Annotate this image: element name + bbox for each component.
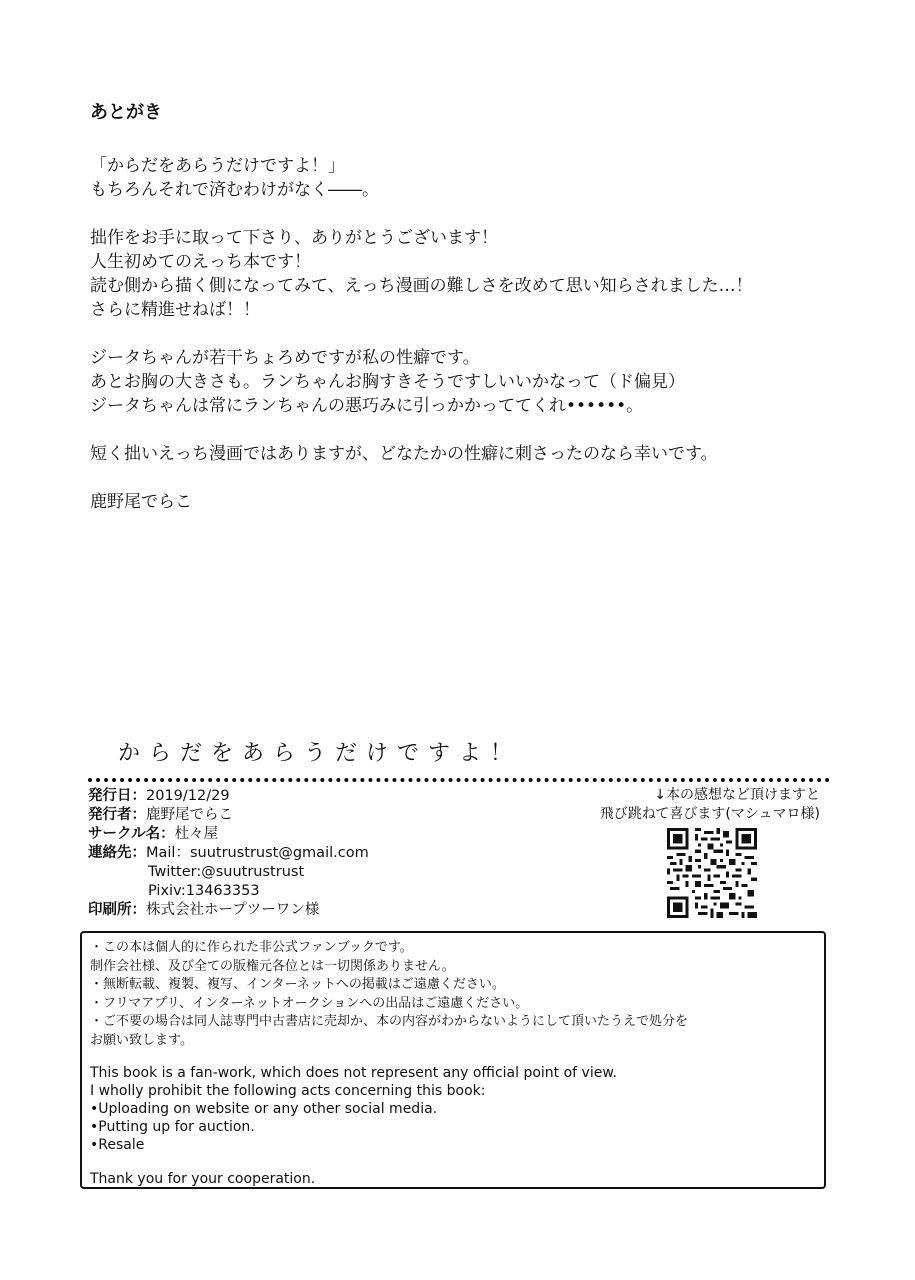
afterword-line: さらに精進せねば！！	[90, 300, 260, 320]
notice-jp-line: ・ご不要の場合は同人誌専門中古書店に売却か、本の内容がわからないようにして頂いたうえで処分を	[90, 1014, 689, 1029]
afterword-line: ジータちゃんが若干ちょろめですが私の性癖です。	[90, 348, 480, 368]
afterword-title: あとがき	[90, 102, 162, 123]
qr-code-icon[interactable]	[667, 828, 757, 918]
colophon-printer-row	[88, 901, 508, 920]
printer-value: 株式会社ホープツーワン様	[146, 902, 320, 918]
publisher-label: 発行者	[88, 807, 132, 823]
notice-en-line: This book is a fan-work, which does not represent any official point of view.	[90, 1065, 617, 1081]
afterword-line: もちろんそれで済むわけがなく――。	[90, 180, 379, 200]
notice-jp-line: ・フリマアプリ、インターネットオークションへの出品はご遠慮ください。	[90, 995, 529, 1011]
colophon-contact-row	[88, 844, 508, 863]
contact-mail: Mail：suutrustrust@gmail.com	[146, 845, 369, 861]
colophon	[88, 787, 508, 920]
notice-en-line: I wholly prohibit the following acts concerning this book:	[90, 1083, 486, 1099]
colophon-twitter-row	[88, 863, 508, 882]
afterword-line: 拙作をお手に取って下さり、ありがとうございます！	[90, 228, 498, 248]
colophon-pixiv-row	[88, 882, 508, 901]
afterword-line: 人生初めてのえっち本です！	[90, 252, 311, 272]
afterword-line: 「からだをあらうだけですよ！」	[90, 156, 345, 176]
circle-value: 杜々屋	[174, 826, 219, 842]
marshmallow-line: 飛び跳ねて喜びます(マシュマロ様)	[599, 806, 820, 822]
notice-en-line: •Putting up for auction.	[90, 1119, 255, 1135]
afterword-paragraph	[90, 346, 880, 418]
afterword-paragraph	[90, 226, 880, 322]
separator: ：	[131, 788, 146, 804]
afterword-signature: 鹿野尾でらこ	[90, 492, 192, 512]
marshmallow-line: ↓本の感想など頂けますと	[654, 787, 820, 803]
afterword-line: あとお胸の大きさも。ランちゃんお胸すきそうですしいいかなって（ド偏見）	[90, 372, 685, 392]
contact-twitter: Twitter:@suutrustrust	[148, 864, 305, 880]
colophon-circle-row	[88, 825, 508, 844]
separator: ：	[160, 826, 175, 842]
afterword-paragraph	[90, 154, 880, 202]
notice-box	[80, 931, 826, 1189]
date-value: 2019/12/29	[146, 788, 230, 804]
marshmallow-note	[570, 786, 820, 824]
notice-en-line: •Resale	[90, 1137, 145, 1153]
separator: ：	[131, 902, 146, 918]
afterword-paragraph	[90, 442, 880, 466]
colophon-publisher-row	[88, 806, 508, 825]
afterword-section	[90, 100, 880, 514]
book-title: からだをあらうだけですよ！	[118, 741, 522, 766]
separator: ：	[131, 845, 146, 861]
contact-label: 連絡先	[88, 845, 132, 861]
colophon-date-row	[88, 787, 508, 806]
notice-jp-line: 制作会社様、及び全ての版権元各位とは一切関係ありません。	[90, 958, 455, 974]
afterword-line: 短く拙いえっち漫画ではありますが、どなたかの性癖に刺さったのなら幸いです。	[90, 444, 718, 464]
separator: ：	[131, 807, 146, 823]
contact-pixiv: Pixiv:13463353	[148, 883, 260, 899]
printer-label: 印刷所	[88, 902, 132, 918]
notice-jp-line: ・この本は個人的に作られた非公式ファンブックです。	[90, 940, 413, 955]
notice-jp-line: ・無断転載、複製、複写、インターネットへの掲載はご遠慮ください。	[90, 977, 505, 992]
afterword-line: ジータちゃんは常にランちゃんの悪巧みに引っかかっててくれ••••••。	[90, 396, 644, 416]
notice-jp-line: お願い致します。	[90, 1032, 193, 1048]
circle-label: サークル名	[88, 826, 161, 842]
notice-english-block	[90, 1064, 816, 1188]
dotted-divider	[88, 778, 830, 782]
date-label: 発行日	[88, 788, 132, 804]
afterword-line: 読む側から描く側になってみて、えっち漫画の難しさを改めて思い知らされました…！	[90, 276, 753, 296]
publisher-value: 鹿野尾でらこ	[146, 807, 233, 823]
notice-en-line: •Uploading on website or any other social media.	[90, 1101, 438, 1117]
notice-thanks: Thank you for your cooperation.	[90, 1171, 316, 1187]
